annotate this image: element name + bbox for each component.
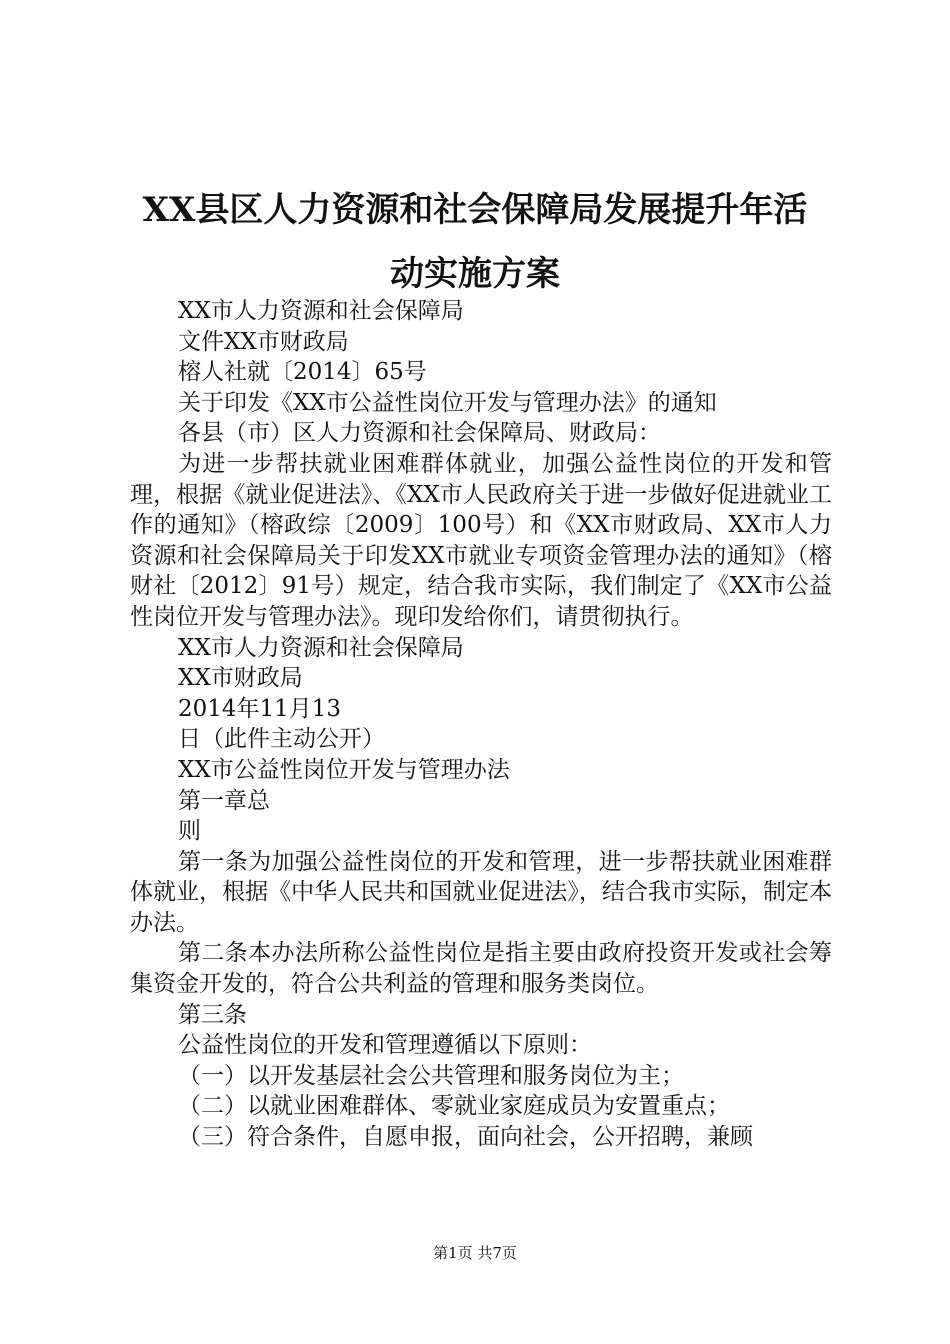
paragraph: XX市人力资源和社会保障局	[178, 298, 464, 324]
paragraph: （二）以就业困难群体、零就业家庭成员为安置重点；	[178, 1093, 730, 1120]
paragraph: 各县（市）区人力资源和社会保障局、财政局：	[178, 420, 661, 447]
paragraph: 第一条为加强公益性岗位的开发和管理，进一步帮扶就业困难群体就业，根据《中华人民共和国就业促进法》，结合我市实际，制定本办法。	[130, 848, 832, 936]
paragraph: 榕人社就〔2014〕65号	[178, 359, 427, 386]
paragraph: XX市人力资源和社会保障局	[178, 634, 464, 661]
paragraph: 第二条本办法所称公益性岗位是指主要由政府投资开发或社会筹集资金开发的，符合公共利益的管理和服务类岗位。	[130, 940, 832, 998]
paragraph: XX市公益性岗位开发与管理办法	[178, 756, 510, 783]
title-line-2: 动实施方案	[390, 254, 560, 294]
paragraph: 则	[178, 818, 201, 845]
paragraph: （一）以开发基层社会公共管理和服务岗位为主；	[178, 1062, 684, 1089]
document-body	[130, 296, 832, 1153]
paragraph: 日（此件主动公开）	[178, 726, 385, 753]
paragraph: 第一章总	[178, 787, 270, 814]
title-line-1: XX县区人力资源和社会保障局发展提升年活	[142, 190, 808, 230]
paragraph: （三）符合条件，自愿申报，面向社会，公开招聘，兼顾	[178, 1124, 753, 1151]
paragraph: XX市财政局	[178, 665, 303, 692]
paragraph: 第三条	[178, 1001, 247, 1028]
paragraph: 文件XX市财政局	[178, 328, 349, 355]
paragraph: 2014年11月13	[178, 695, 342, 722]
document-title	[120, 178, 830, 306]
page-number: 第1页 共7页	[433, 1244, 517, 1262]
paragraph: 为进一步帮扶就业困难群体就业，加强公益性岗位的开发和管理，根据《就业促进法》、《XX市人民政府关于进一步做好促进就业工作的通知》（榕政综〔2009〕100号）和《XX市财政局、XX市人力资源和社会保障局关于印发XX市就业专项资金管理办法的通知》（榕财社〔2012〕91号）规定，结合我市实际，我们制定了《XX市公益性岗位开发与管理办法》。现印发给你们，请贯彻执行。	[130, 450, 832, 630]
paragraph: 公益性岗位的开发和管理遵循以下原则：	[178, 1032, 592, 1059]
paragraph: 关于印发《XX市公益性岗位开发与管理办法》的通知	[178, 389, 717, 416]
